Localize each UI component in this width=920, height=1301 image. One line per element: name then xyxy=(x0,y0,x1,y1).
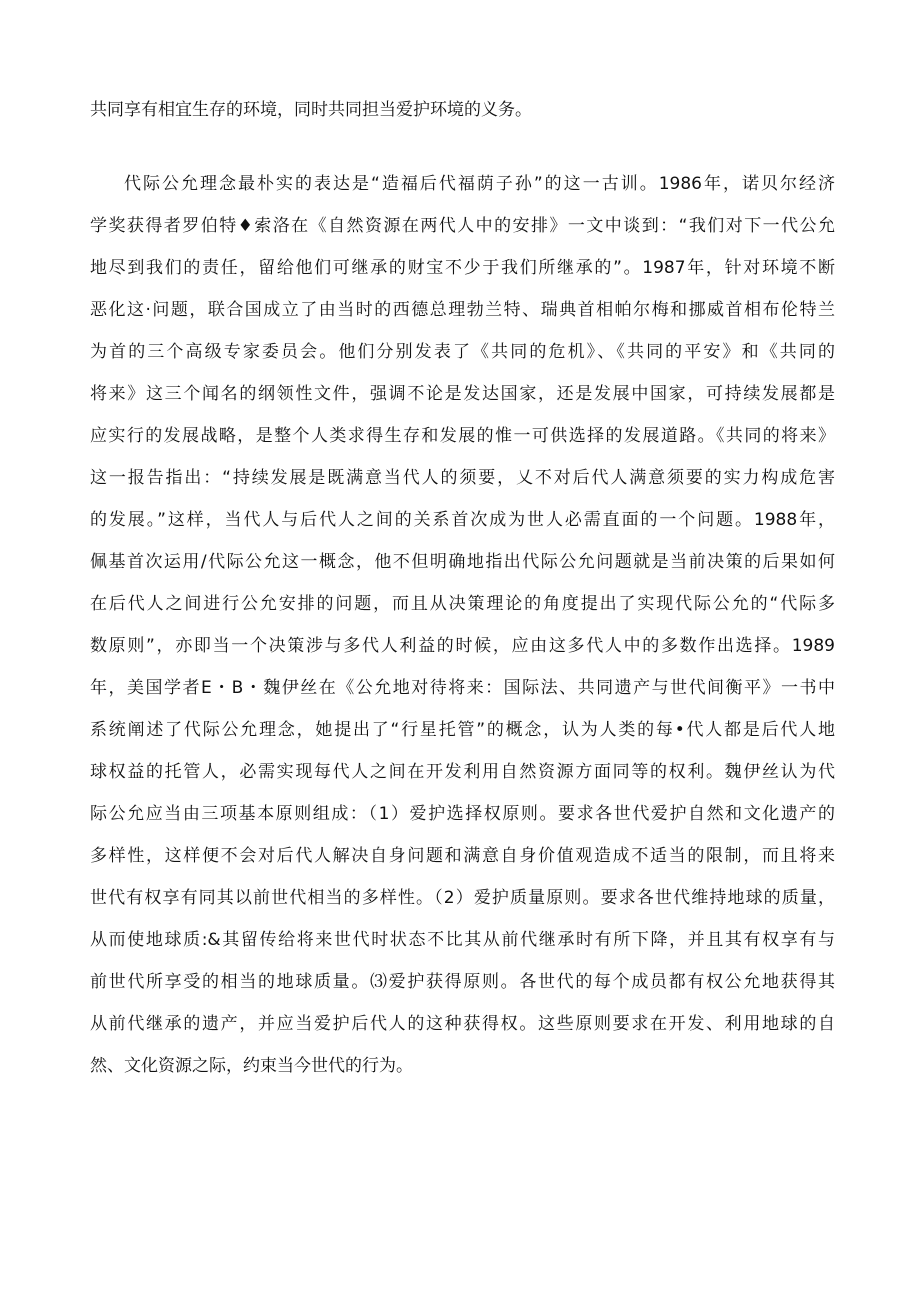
paragraph-2-line-19: 从而使地球质:&其留传给将来世代时状态不比其从前代继承时有所下降，并且其有权享有与 xyxy=(90,930,835,950)
paragraph-2-line-8: 这一报告指出：“持续发展是既满意当代人的须要，乂不对后代人满意须要的实力构成危害 xyxy=(90,468,835,488)
paragraph-1-line-1: 共同享有相宜生存的环境，同时共同担当爱护环境的义务。 xyxy=(90,100,532,120)
paragraph-2-line-17: 多样性，这样便不会对后代人解决自身问题和满意自身价值观造成不适当的限制，而且将来 xyxy=(90,846,835,866)
paragraph-2-line-12: 数原则”，亦即当一个决策涉与多代人利益的时候，应由这多代人中的多数作出选择。1989 xyxy=(90,636,835,656)
paragraph-2-line-10: 佩基首次运用/代际公允这一概念，他不但明确地指出代际公允问题就是当前决策的后果如何 xyxy=(90,552,835,572)
paragraph-2-line-15: 球权益的托管人，必需实现每代人之间在开发利用自然资源方面同等的权利。魏伊丝认为代 xyxy=(90,762,835,782)
paragraph-2-line-21: 从前代继承的遗产，并应当爱护后代人的这种获得权。这些原则要求在开发、利用地球的自 xyxy=(90,1014,835,1034)
paragraph-2-line-4: 恶化这·问题，联合国成立了由当时的西德总理勃兰特、瑞典首相帕尔梅和挪威首相布伦特兰 xyxy=(90,300,835,320)
paragraph-2-line-6: 将来》这三个闻名的纲领性文件，强调不论是发达国家，还是发展中国家，可持续发展都是 xyxy=(90,384,835,404)
paragraph-2-line-1: 代际公允理念最朴实的表达是“造福后代福荫子孙”的这一古训。1986年，诺贝尔经济 xyxy=(124,174,835,194)
paragraph-2-line-2: 学奖获得者罗伯特♦索洛在《自然资源在两代人中的安排》一文中谈到：“我们对下一代公允 xyxy=(90,216,835,236)
paragraph-2-line-22: 然、文化资源之际，约束当今世代的行为。 xyxy=(90,1056,413,1076)
paragraph-2-line-20: 前世代所享受的相当的地球质量。⑶爱护获得原则。各世代的每个成员都有权公允地获得其 xyxy=(90,972,835,992)
paragraph-2-line-5: 为首的三个高级专家委员会。他们分别发表了《共同的危机》、《共同的平安》和《共同的 xyxy=(90,342,835,362)
paragraph-2-line-11: 在后代人之间进行公允安排的问题，而且从决策理论的角度提出了实现代际公允的“代际多 xyxy=(90,594,835,614)
paragraph-2-line-9: 的发展。”这样，当代人与后代人之间的关系首次成为世人必需直面的一个问题。1988年， xyxy=(90,510,835,530)
paragraph-2-line-13: 年，美国学者E・B・魏伊丝在《公允地对待将来：国际法、共同遗产与世代间衡平》一书中 xyxy=(90,678,835,698)
paragraph-2-line-18: 世代有权享有同其以前世代相当的多样性。（2）爱护质量原则。要求各世代维持地球的质量， xyxy=(90,888,835,908)
paragraph-2-line-7: 应实行的发展战略，是整个人类求得生存和发展的惟一可供选择的发展道路。《共同的将来》 xyxy=(90,426,835,446)
paragraph-2-line-16: 际公允应当由三项基本原则组成：（1）爱护选择权原则。要求各世代爱护自然和文化遗产的 xyxy=(90,804,835,824)
paragraph-2-line-14: 系统阐述了代际公允理念，她提出了“行星托管”的概念，认为人类的每•代人都是后代人地 xyxy=(90,720,835,740)
paragraph-2-line-3: 地尽到我们的责任，留给他们可继承的财宝不少于我们所继承的”。1987年，针对环境不断 xyxy=(90,258,835,278)
